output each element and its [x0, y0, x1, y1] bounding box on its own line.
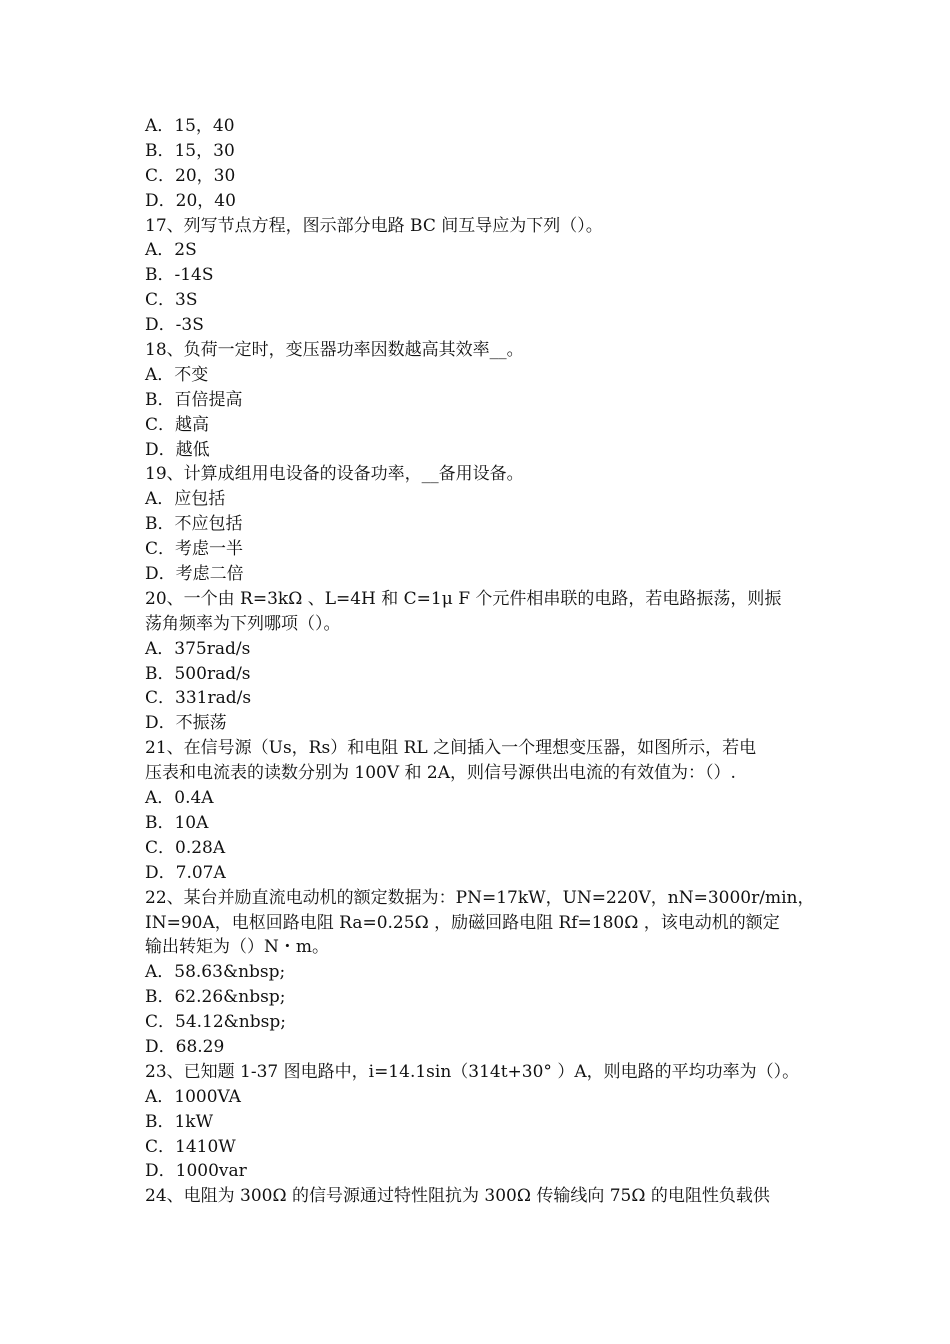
answer-option: C．3S — [145, 290, 198, 311]
answer-option: D．考虑二倍 — [145, 564, 244, 585]
answer-option: A．375rad/s — [145, 638, 251, 659]
question-text-line: 压表和电流表的读数分别为 100V 和 2A，则信号源供出电流的有效值为：（）. — [145, 763, 736, 784]
answer-option: A．15，40 — [145, 116, 235, 136]
question-text-line: 荡角频率为下列哪项（）。 — [145, 613, 341, 634]
answer-option: B．-14S — [145, 265, 214, 286]
question-text-line: 23、已知题 1-37 图电路中，i=14.1sin（314t+30° ）A，则电路的平均功率为（）。 — [145, 1061, 800, 1082]
answer-option: A．0.4A — [145, 788, 214, 809]
answer-option: C．0.28A — [145, 837, 226, 858]
answer-option: C．1410W — [145, 1136, 236, 1157]
answer-option: C．考虑一半 — [145, 539, 244, 560]
answer-option: A．2S — [145, 240, 197, 261]
question-text-line: 20、一个由 R=3kΩ 、L=4H 和 C=1μ F 个元件相串联的电路，若电路振荡，则振 — [145, 588, 782, 609]
answer-option: A．不变 — [145, 364, 209, 385]
answer-option: B．百倍提高 — [145, 389, 243, 410]
answer-option: B．不应包括 — [145, 514, 243, 535]
answer-option: A．1000VA — [145, 1086, 241, 1107]
answer-option: B．1kW — [145, 1111, 214, 1132]
answer-option: A．应包括 — [145, 489, 226, 510]
answer-option: D．1000var — [145, 1161, 247, 1182]
document-body — [145, 114, 815, 1209]
answer-option: D．20，40 — [145, 190, 236, 211]
answer-option: D．68.29 — [145, 1036, 225, 1057]
answer-option: C．331rad/s — [145, 688, 252, 709]
question-text-line: 21、在信号源（Us，Rs）和电阻 RL 之间插入一个理想变压器，如图所示，若电 — [145, 738, 757, 759]
question-text-line: 18、负荷一定时，变压器功率因数越高其效率__。 — [145, 340, 524, 361]
question-text-line: 24、电阻为 300Ω 的信号源通过特性阻抗为 300Ω 传输线向 75Ω 的电阻性负载供 — [145, 1186, 770, 1207]
answer-option: D．-3S — [145, 315, 204, 336]
answer-option: B．500rad/s — [145, 663, 251, 684]
question-text-line: IN=90A，电枢回路电阻 Ra=0.25Ω ，励磁回路电阻 Rf=180Ω ，该电动机的额定 — [145, 912, 780, 933]
question-text-line: 19、计算成组用电设备的设备功率，__备用设备。 — [145, 464, 524, 485]
answer-option: C．54.12&nbsp; — [145, 1012, 286, 1033]
answer-option: B．10A — [145, 812, 209, 833]
answer-option: A．58.63&nbsp; — [145, 962, 286, 983]
answer-option: B．62.26&nbsp; — [145, 987, 286, 1008]
answer-option: D．7.07A — [145, 862, 226, 883]
answer-option: D．越低 — [145, 439, 210, 460]
answer-option: C．越高 — [145, 414, 210, 435]
answer-option: C．20，30 — [145, 165, 236, 186]
answer-option: B．15，30 — [145, 140, 235, 161]
question-text-line: 输出转矩为（）N・m。 — [145, 937, 329, 958]
question-text-line: 17、列写节点方程，图示部分电路 BC 间互导应为下列（）。 — [145, 215, 603, 236]
question-text-line: 22、某台并励直流电动机的额定数据为：PN=17kW，UN=220V，nN=3000r/min， — [145, 887, 815, 908]
answer-option: D．不振荡 — [145, 713, 227, 734]
